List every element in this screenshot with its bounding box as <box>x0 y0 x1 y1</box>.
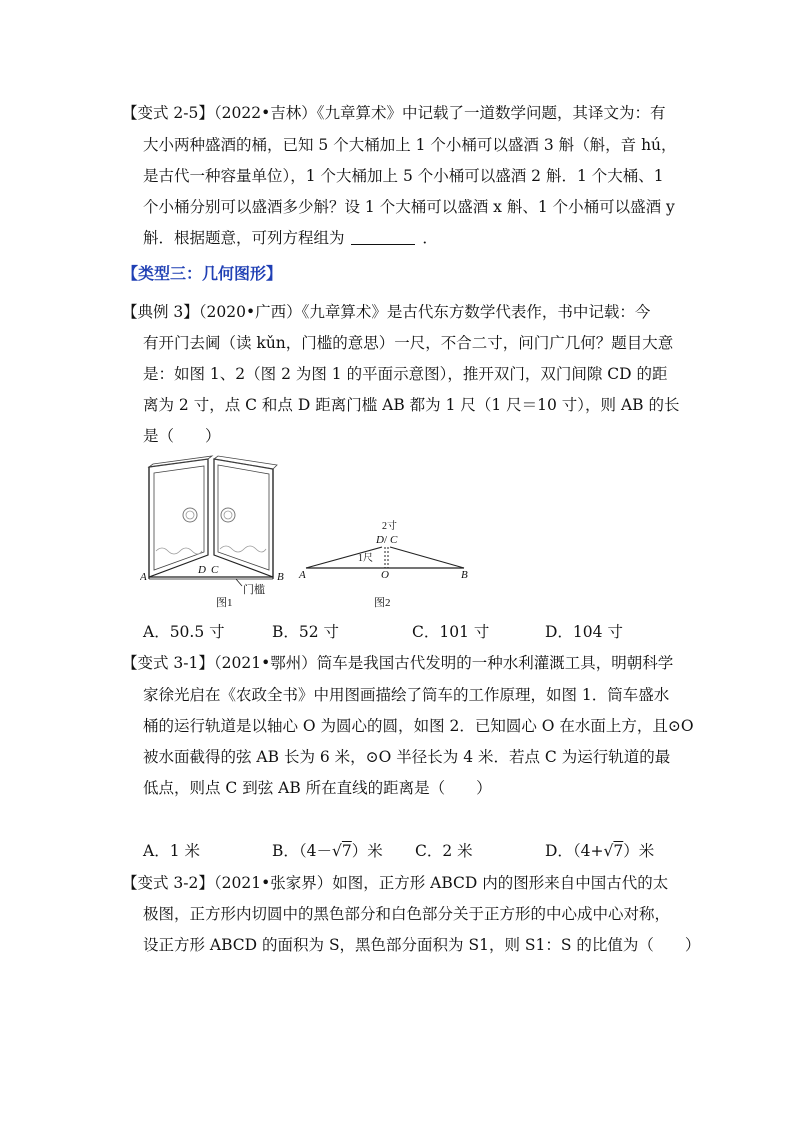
option-b-suffix: ）米 <box>351 842 383 860</box>
fig2-label-C: C <box>390 534 398 546</box>
problem-3-1-line-1: 【变式 3-1】（2021•鄂州）筒车是我国古代发明的一种水利灌溉工具，明朝科学 <box>122 654 674 672</box>
section-title: 【类型三：几何图形】 <box>122 264 283 283</box>
problem-3-1-line-2: 家徐光启在《农政全书》中用图画描绘了筒车的工作原理，如图 1．筒车盛水 <box>143 686 670 704</box>
example-3-line-1: 【典例 3】（2020•广西）《九章算术》是古代东方数学代表作，书中记载：今 <box>122 303 651 321</box>
problem-3-1-line-3: 桶的运行轨道是以轴心 O 为圆心的圆，如图 2．已知圆心 O 在水面上方，且⊙O <box>143 717 694 735</box>
problem-3-2-line-3: 设正方形 ABCD 的面积为 S，黑色部分面积为 S1，则 S1：S 的比值为（ ） <box>143 936 701 954</box>
option-d-radicand: 7 <box>613 842 624 860</box>
example-3-option-a: A．50.5 寸 <box>143 623 225 641</box>
example-3-line-2: 有开门去阃（读 kǔn，门槛的意思）一尺，不合二寸，问门广几何？题目大意 <box>143 334 674 352</box>
sqrt-icon: √ <box>332 842 342 860</box>
problem-2-5-line-1: 【变式 2-5】（2022•吉林）《九章算术》中记载了一道数学问题，其译文为：有 <box>122 104 666 122</box>
problem-2-5-line-5-end: ． <box>422 229 438 247</box>
fig1-threshold-label: 门槛 <box>243 584 265 596</box>
door-line-BC <box>390 547 464 568</box>
problem-3-1-option-a: A．1 米 <box>143 842 200 860</box>
fig2-label-1chi: 1尺 <box>358 553 373 564</box>
fig2-label-slash: / <box>384 534 388 546</box>
answer-blank <box>351 230 415 245</box>
example-3-option-c: C．101 寸 <box>412 623 490 641</box>
problem-3-2-line-2: 极图，正方形内切圆中的黑色部分和白色部分关于正方形的中心成中心对称， <box>143 905 671 923</box>
left-door-panel <box>149 459 208 577</box>
option-d-suffix: ）米 <box>623 842 655 860</box>
fig1-label-C: C <box>211 564 219 576</box>
right-door-panel <box>214 459 273 577</box>
fig1-label-A: A <box>140 571 147 583</box>
problem-3-1-option-c: C．2 米 <box>415 842 473 860</box>
fig1-label-D: D <box>198 564 206 576</box>
example-3-line-5: 是（ ） <box>143 427 221 445</box>
fig2-label-D: D <box>376 534 384 546</box>
problem-2-5-line-5 <box>143 228 438 248</box>
fig2-label-O: O <box>381 569 389 581</box>
problem-3-1-option-d <box>545 841 654 861</box>
problem-2-5-line-2: 大小两种盛酒的桶，已知 5 个大桶加上 1 个小桶可以盛酒 3 斛（斛，音 hú， <box>143 136 677 154</box>
option-b-radicand: 7 <box>341 842 352 860</box>
example-3-option-b: B．52 寸 <box>272 623 340 641</box>
problem-2-5-line-4: 个小桶分别可以盛酒多少斛？设 1 个大桶可以盛酒 x 斛、1 个小桶可以盛酒 y <box>143 198 675 216</box>
left-door-ornament <box>183 508 197 522</box>
example-3-line-3: 是：如图 1、2（图 2 为图 1 的平面示意图），推开双门，双门间隙 CD 的距 <box>143 365 668 383</box>
fig2-label-B: B <box>461 569 468 581</box>
problem-3-1-line-5: 低点，则点 C 到弦 AB 所在直线的距离是（ ） <box>143 779 492 797</box>
problem-3-2-line-1: 【变式 3-2】（2021•张家界）如图，正方形 ABCD 内的图形来自中国古代的太 <box>122 874 669 892</box>
fig1-label-B: B <box>277 571 284 583</box>
example-3-option-d: D．104 寸 <box>545 623 623 641</box>
fig2-label-2cun: 2寸 <box>382 521 397 532</box>
sqrt-icon: √ <box>603 842 614 860</box>
right-door-ornament <box>221 508 235 522</box>
figure-2-plan <box>296 515 476 615</box>
example-3-line-4: 离为 2 寸，点 C 和点 D 距离门槛 AB 都为 1 尺（1 尺＝10 寸），则 AB 的长 <box>143 396 680 414</box>
fig2-caption: 图2 <box>374 597 391 609</box>
option-d-prefix: D．（4+ <box>545 842 604 860</box>
problem-3-1-option-b <box>272 841 383 861</box>
figure-1-door <box>140 455 290 615</box>
problem-2-5-line-5-text: 斛．根据题意，可列方程组为 <box>143 229 345 247</box>
fig1-caption: 图1 <box>216 597 233 609</box>
option-b-prefix: B．（4－ <box>272 842 333 860</box>
problem-3-1-line-4: 被水面截得的弦 AB 长为 6 米，⊙O 半径长为 4 米．若点 C 为运行轨道的最 <box>143 748 671 766</box>
problem-2-5-line-3: 是古代一种容量单位），1 个大桶加上 5 个小桶可以盛酒 2 斛．1 个大桶、1 <box>143 167 664 185</box>
fig2-label-A: A <box>299 569 306 581</box>
